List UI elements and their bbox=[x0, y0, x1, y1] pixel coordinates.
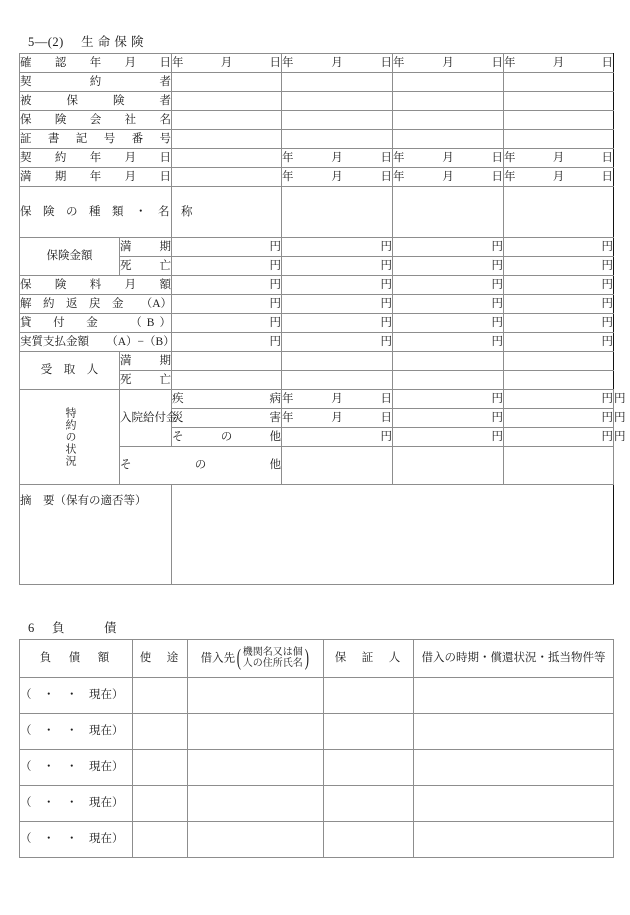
cell-confirm-date-2[interactable]: 年 月 日 bbox=[282, 54, 393, 73]
cell-debt-amount-5[interactable]: （ ・ ・ 現在） bbox=[20, 822, 133, 858]
insurance-table bbox=[19, 53, 626, 585]
cell-confirm-date-4[interactable]: 年 月 日 bbox=[504, 54, 614, 73]
cell-debt-purpose-1[interactable] bbox=[133, 678, 188, 714]
header-debt-amount bbox=[20, 640, 133, 678]
label-insured: 被 保 険 者 bbox=[20, 92, 172, 111]
cell-amount-death-2[interactable]: 円 bbox=[282, 257, 393, 276]
label-contractor: 契 約 者 bbox=[20, 73, 172, 92]
section-heading-insurance bbox=[28, 32, 144, 50]
cell-sickness-1[interactable]: 年 月 日 bbox=[282, 390, 393, 409]
label-accident: 災 害 bbox=[172, 409, 282, 428]
cell-sickness-2[interactable]: 円 bbox=[393, 390, 504, 409]
header-debt-amount-text: 負 債 額 bbox=[39, 652, 113, 665]
label-other-benefit: そ の 他 bbox=[172, 428, 282, 447]
row-insured bbox=[20, 92, 614, 111]
row-surrender-value bbox=[20, 295, 614, 314]
cell-company-name-2[interactable] bbox=[282, 111, 393, 130]
cell-accident-1[interactable]: 年 月 日 bbox=[282, 409, 393, 428]
cell-surrender-value-2[interactable]: 円 bbox=[282, 295, 393, 314]
label-sickness: 疾 病 bbox=[172, 390, 282, 409]
cell-maturity-date-1[interactable] bbox=[172, 168, 282, 187]
cell-net-payment-2[interactable]: 円 bbox=[282, 333, 393, 352]
debt-table bbox=[19, 639, 614, 858]
header-debt-lender bbox=[188, 640, 324, 678]
section-title-debt: 負 債 bbox=[52, 621, 118, 635]
cell-company-name-3[interactable] bbox=[393, 111, 504, 130]
cell-insured-4[interactable] bbox=[504, 92, 614, 111]
cell-amount-maturity-3[interactable]: 円 bbox=[393, 238, 504, 257]
table-row bbox=[20, 786, 614, 822]
cell-debt-lender-2[interactable] bbox=[188, 714, 324, 750]
cell-contract-date-4[interactable]: 年 月 日 bbox=[504, 149, 614, 168]
cell-debt-purpose-2[interactable] bbox=[133, 714, 188, 750]
row-policy-number bbox=[20, 130, 614, 149]
row-contractor bbox=[20, 73, 614, 92]
bracket-open-icon: ( bbox=[236, 645, 242, 671]
label-rider-status-text: 特約の状況 bbox=[64, 407, 76, 467]
label-beneficiary-death: 死 亡 bbox=[120, 371, 172, 390]
header-debt-lender-text: 借入先 bbox=[200, 652, 236, 665]
cell-kind-3[interactable] bbox=[393, 187, 504, 238]
cell-insured-1[interactable] bbox=[172, 92, 282, 111]
cell-beneficiary-maturity-1[interactable] bbox=[172, 352, 282, 371]
header-debt-purpose bbox=[133, 640, 188, 678]
row-net-payment bbox=[20, 333, 614, 352]
cell-surrender-value-4[interactable]: 円 bbox=[504, 295, 614, 314]
cell-amount-maturity-2[interactable]: 円 bbox=[282, 238, 393, 257]
cell-monthly-premium-4[interactable]: 円 bbox=[504, 276, 614, 295]
cell-surrender-value-3[interactable]: 円 bbox=[393, 295, 504, 314]
cell-debt-lender-1[interactable] bbox=[188, 678, 324, 714]
cell-rider-other-1[interactable] bbox=[282, 447, 393, 485]
label-company-name: 保 険 会 社 名 bbox=[20, 111, 172, 130]
row-hospital-accident: 災 害 年 月 日 円 円 円 bbox=[20, 409, 614, 428]
cell-other-benefit-3[interactable]: 円 bbox=[504, 428, 614, 447]
cell-other-benefit-2[interactable]: 円 bbox=[393, 428, 504, 447]
cell-debt-terms-1[interactable] bbox=[414, 678, 614, 714]
label-policy-number: 証 書 記 号 番 号 bbox=[20, 130, 172, 149]
cell-amount-death-1[interactable]: 円 bbox=[172, 257, 282, 276]
cell-beneficiary-death-2[interactable] bbox=[282, 371, 393, 390]
cell-beneficiary-death-1[interactable] bbox=[172, 371, 282, 390]
cell-debt-guarantor-2[interactable] bbox=[324, 714, 414, 750]
cell-confirm-date-3[interactable]: 年 月 日 bbox=[393, 54, 504, 73]
header-debt-lender-note bbox=[235, 645, 310, 671]
section-title-insurance: 生 命 保 険 bbox=[81, 35, 144, 49]
cell-net-payment-4[interactable]: 円 bbox=[504, 333, 614, 352]
row-hospital-other: そ の 他 円 円 円 円 bbox=[20, 428, 614, 447]
cell-confirm-date-1[interactable]: 年 月 日 bbox=[172, 54, 282, 73]
cell-surrender-value-1[interactable]: 円 bbox=[172, 295, 282, 314]
label-rider-status bbox=[20, 390, 120, 485]
cell-debt-purpose-3[interactable] bbox=[133, 750, 188, 786]
label-summary: 摘 要（保有の適否等） bbox=[20, 485, 172, 585]
cell-debt-terms-5[interactable] bbox=[414, 822, 614, 858]
cell-debt-guarantor-5[interactable] bbox=[324, 822, 414, 858]
cell-kind-4[interactable] bbox=[504, 187, 614, 238]
cell-contract-date-3[interactable]: 年 月 日 bbox=[393, 149, 504, 168]
cell-policy-number-4[interactable] bbox=[504, 130, 614, 149]
cell-loan-amount-3[interactable]: 円 bbox=[393, 314, 504, 333]
cell-net-payment-3[interactable]: 円 bbox=[393, 333, 504, 352]
label-rider-other: そ の 他 bbox=[120, 447, 282, 485]
row-contract-date bbox=[20, 149, 614, 168]
row-maturity-date bbox=[20, 168, 614, 187]
cell-debt-terms-2[interactable] bbox=[414, 714, 614, 750]
cell-beneficiary-death-4[interactable] bbox=[504, 371, 614, 390]
table-row bbox=[20, 714, 614, 750]
bracket-close-icon: ) bbox=[304, 645, 309, 671]
cell-sickness-3[interactable]: 円 bbox=[504, 390, 614, 409]
cell-debt-lender-3[interactable] bbox=[188, 750, 324, 786]
label-insured-amount: 保険金額 bbox=[20, 238, 120, 276]
row-insured-amount-maturity bbox=[20, 238, 614, 257]
cell-policy-number-1[interactable] bbox=[172, 130, 282, 149]
label-net-payment: 実質支払金額 （A）−（B） bbox=[20, 333, 172, 352]
cell-amount-maturity-4[interactable]: 円 bbox=[504, 238, 614, 257]
cell-loan-amount-2[interactable]: 円 bbox=[282, 314, 393, 333]
label-contract-date: 契 約 年 月 日 bbox=[20, 149, 172, 168]
row-kind-and-name bbox=[20, 187, 614, 238]
cell-beneficiary-maturity-4[interactable] bbox=[504, 352, 614, 371]
cell-debt-amount-3[interactable]: （ ・ ・ 現在） bbox=[20, 750, 133, 786]
cell-kind-2[interactable] bbox=[282, 187, 393, 238]
header-debt-purpose-text: 使 途 bbox=[139, 652, 181, 665]
cell-debt-amount-4[interactable]: （ ・ ・ 現在） bbox=[20, 786, 133, 822]
cell-company-name-4[interactable] bbox=[504, 111, 614, 130]
header-debt-terms-text: 借入の時期・償還状況・抵当物件等 bbox=[421, 652, 606, 665]
cell-policy-number-2[interactable] bbox=[282, 130, 393, 149]
label-beneficiary: 受 取 人 bbox=[20, 352, 120, 390]
cell-contractor-1[interactable] bbox=[172, 73, 282, 92]
cell-beneficiary-maturity-2[interactable] bbox=[282, 352, 393, 371]
table-row bbox=[20, 678, 614, 714]
cell-rider-other-2[interactable] bbox=[393, 447, 504, 485]
cell-debt-amount-2[interactable]: （ ・ ・ 現在） bbox=[20, 714, 133, 750]
cell-debt-terms-4[interactable] bbox=[414, 786, 614, 822]
cell-contract-date-2[interactable]: 年 月 日 bbox=[282, 149, 393, 168]
cell-loan-amount-1[interactable]: 円 bbox=[172, 314, 282, 333]
cell-summary[interactable] bbox=[172, 485, 614, 585]
cell-debt-lender-5[interactable] bbox=[188, 822, 324, 858]
cell-monthly-premium-1[interactable]: 円 bbox=[172, 276, 282, 295]
cell-loan-amount-4[interactable]: 円 bbox=[504, 314, 614, 333]
cell-debt-guarantor-3[interactable] bbox=[324, 750, 414, 786]
section-heading-debt bbox=[28, 618, 117, 636]
cell-net-payment-1[interactable]: 円 bbox=[172, 333, 282, 352]
cell-debt-purpose-5[interactable] bbox=[133, 822, 188, 858]
cell-contractor-2[interactable] bbox=[282, 73, 393, 92]
section-number-debt: 6 bbox=[28, 621, 35, 635]
header-debt-guarantor bbox=[324, 640, 414, 678]
debt-header-row bbox=[20, 640, 614, 678]
cell-insured-3[interactable] bbox=[393, 92, 504, 111]
label-amount-death: 死 亡 bbox=[120, 257, 172, 276]
cell-contractor-4[interactable] bbox=[504, 73, 614, 92]
header-lender-note-line2: 人の住所氏名 bbox=[242, 657, 303, 669]
cell-other-benefit-1[interactable]: 円 bbox=[282, 428, 393, 447]
cell-amount-death-3[interactable]: 円 bbox=[393, 257, 504, 276]
row-beneficiary-maturity bbox=[20, 352, 614, 371]
row-summary bbox=[20, 485, 614, 585]
cell-maturity-date-4[interactable]: 年 月 日 bbox=[504, 168, 614, 187]
cell-accident-3[interactable]: 円 bbox=[504, 409, 614, 428]
table-row bbox=[20, 750, 614, 786]
label-kind-and-name: 保 険 の 種 類 ・ 名 称 bbox=[20, 187, 172, 238]
row-company-name bbox=[20, 111, 614, 130]
cell-debt-guarantor-4[interactable] bbox=[324, 786, 414, 822]
cell-amount-death-4[interactable]: 円 bbox=[504, 257, 614, 276]
cell-debt-purpose-4[interactable] bbox=[133, 786, 188, 822]
section-number-insurance: 5—(2) bbox=[28, 35, 64, 49]
cell-insured-2[interactable] bbox=[282, 92, 393, 111]
label-monthly-premium: 保 険 料 月 額 bbox=[20, 276, 172, 295]
cell-beneficiary-death-3[interactable] bbox=[393, 371, 504, 390]
cell-debt-terms-3[interactable] bbox=[414, 750, 614, 786]
header-debt-guarantor-text: 保 証 人 bbox=[334, 652, 403, 665]
cell-contractor-3[interactable] bbox=[393, 73, 504, 92]
label-confirm-date: 確 認 年 月 日 bbox=[20, 54, 172, 73]
cell-debt-guarantor-1[interactable] bbox=[324, 678, 414, 714]
label-hospital-benefit: 入院給付金 bbox=[120, 390, 172, 447]
label-beneficiary-maturity: 満 期 bbox=[120, 352, 172, 371]
label-amount-maturity: 満 期 bbox=[120, 238, 172, 257]
row-monthly-premium bbox=[20, 276, 614, 295]
cell-contract-date-1[interactable] bbox=[172, 149, 282, 168]
label-loan-amount: 貸 付 金 （B） bbox=[20, 314, 172, 333]
cell-accident-2[interactable]: 円 bbox=[393, 409, 504, 428]
cell-company-name-1[interactable] bbox=[172, 111, 282, 130]
cell-monthly-premium-3[interactable]: 円 bbox=[393, 276, 504, 295]
cell-monthly-premium-2[interactable]: 円 bbox=[282, 276, 393, 295]
row-hospital-sickness: 特約の状況 入院給付金 疾 病 年 月 日 円 円 円 bbox=[20, 390, 614, 409]
cell-maturity-date-3[interactable]: 年 月 日 bbox=[393, 168, 504, 187]
cell-debt-lender-4[interactable] bbox=[188, 786, 324, 822]
cell-rider-other-3[interactable] bbox=[504, 447, 614, 485]
header-debt-terms bbox=[414, 640, 614, 678]
header-lender-note-line1: 機関名又は個 bbox=[242, 646, 303, 658]
cell-policy-number-3[interactable] bbox=[393, 130, 504, 149]
row-loan-amount bbox=[20, 314, 614, 333]
label-maturity-date: 満 期 年 月 日 bbox=[20, 168, 172, 187]
cell-beneficiary-maturity-3[interactable] bbox=[393, 352, 504, 371]
cell-debt-amount-1[interactable]: （ ・ ・ 現在） bbox=[20, 678, 133, 714]
table-row bbox=[20, 822, 614, 858]
label-surrender-value: 解 約 返 戻 金 （A） bbox=[20, 295, 172, 314]
row-confirm-date bbox=[20, 54, 614, 73]
cell-maturity-date-2[interactable]: 年 月 日 bbox=[282, 168, 393, 187]
cell-amount-maturity-1[interactable]: 円 bbox=[172, 238, 282, 257]
